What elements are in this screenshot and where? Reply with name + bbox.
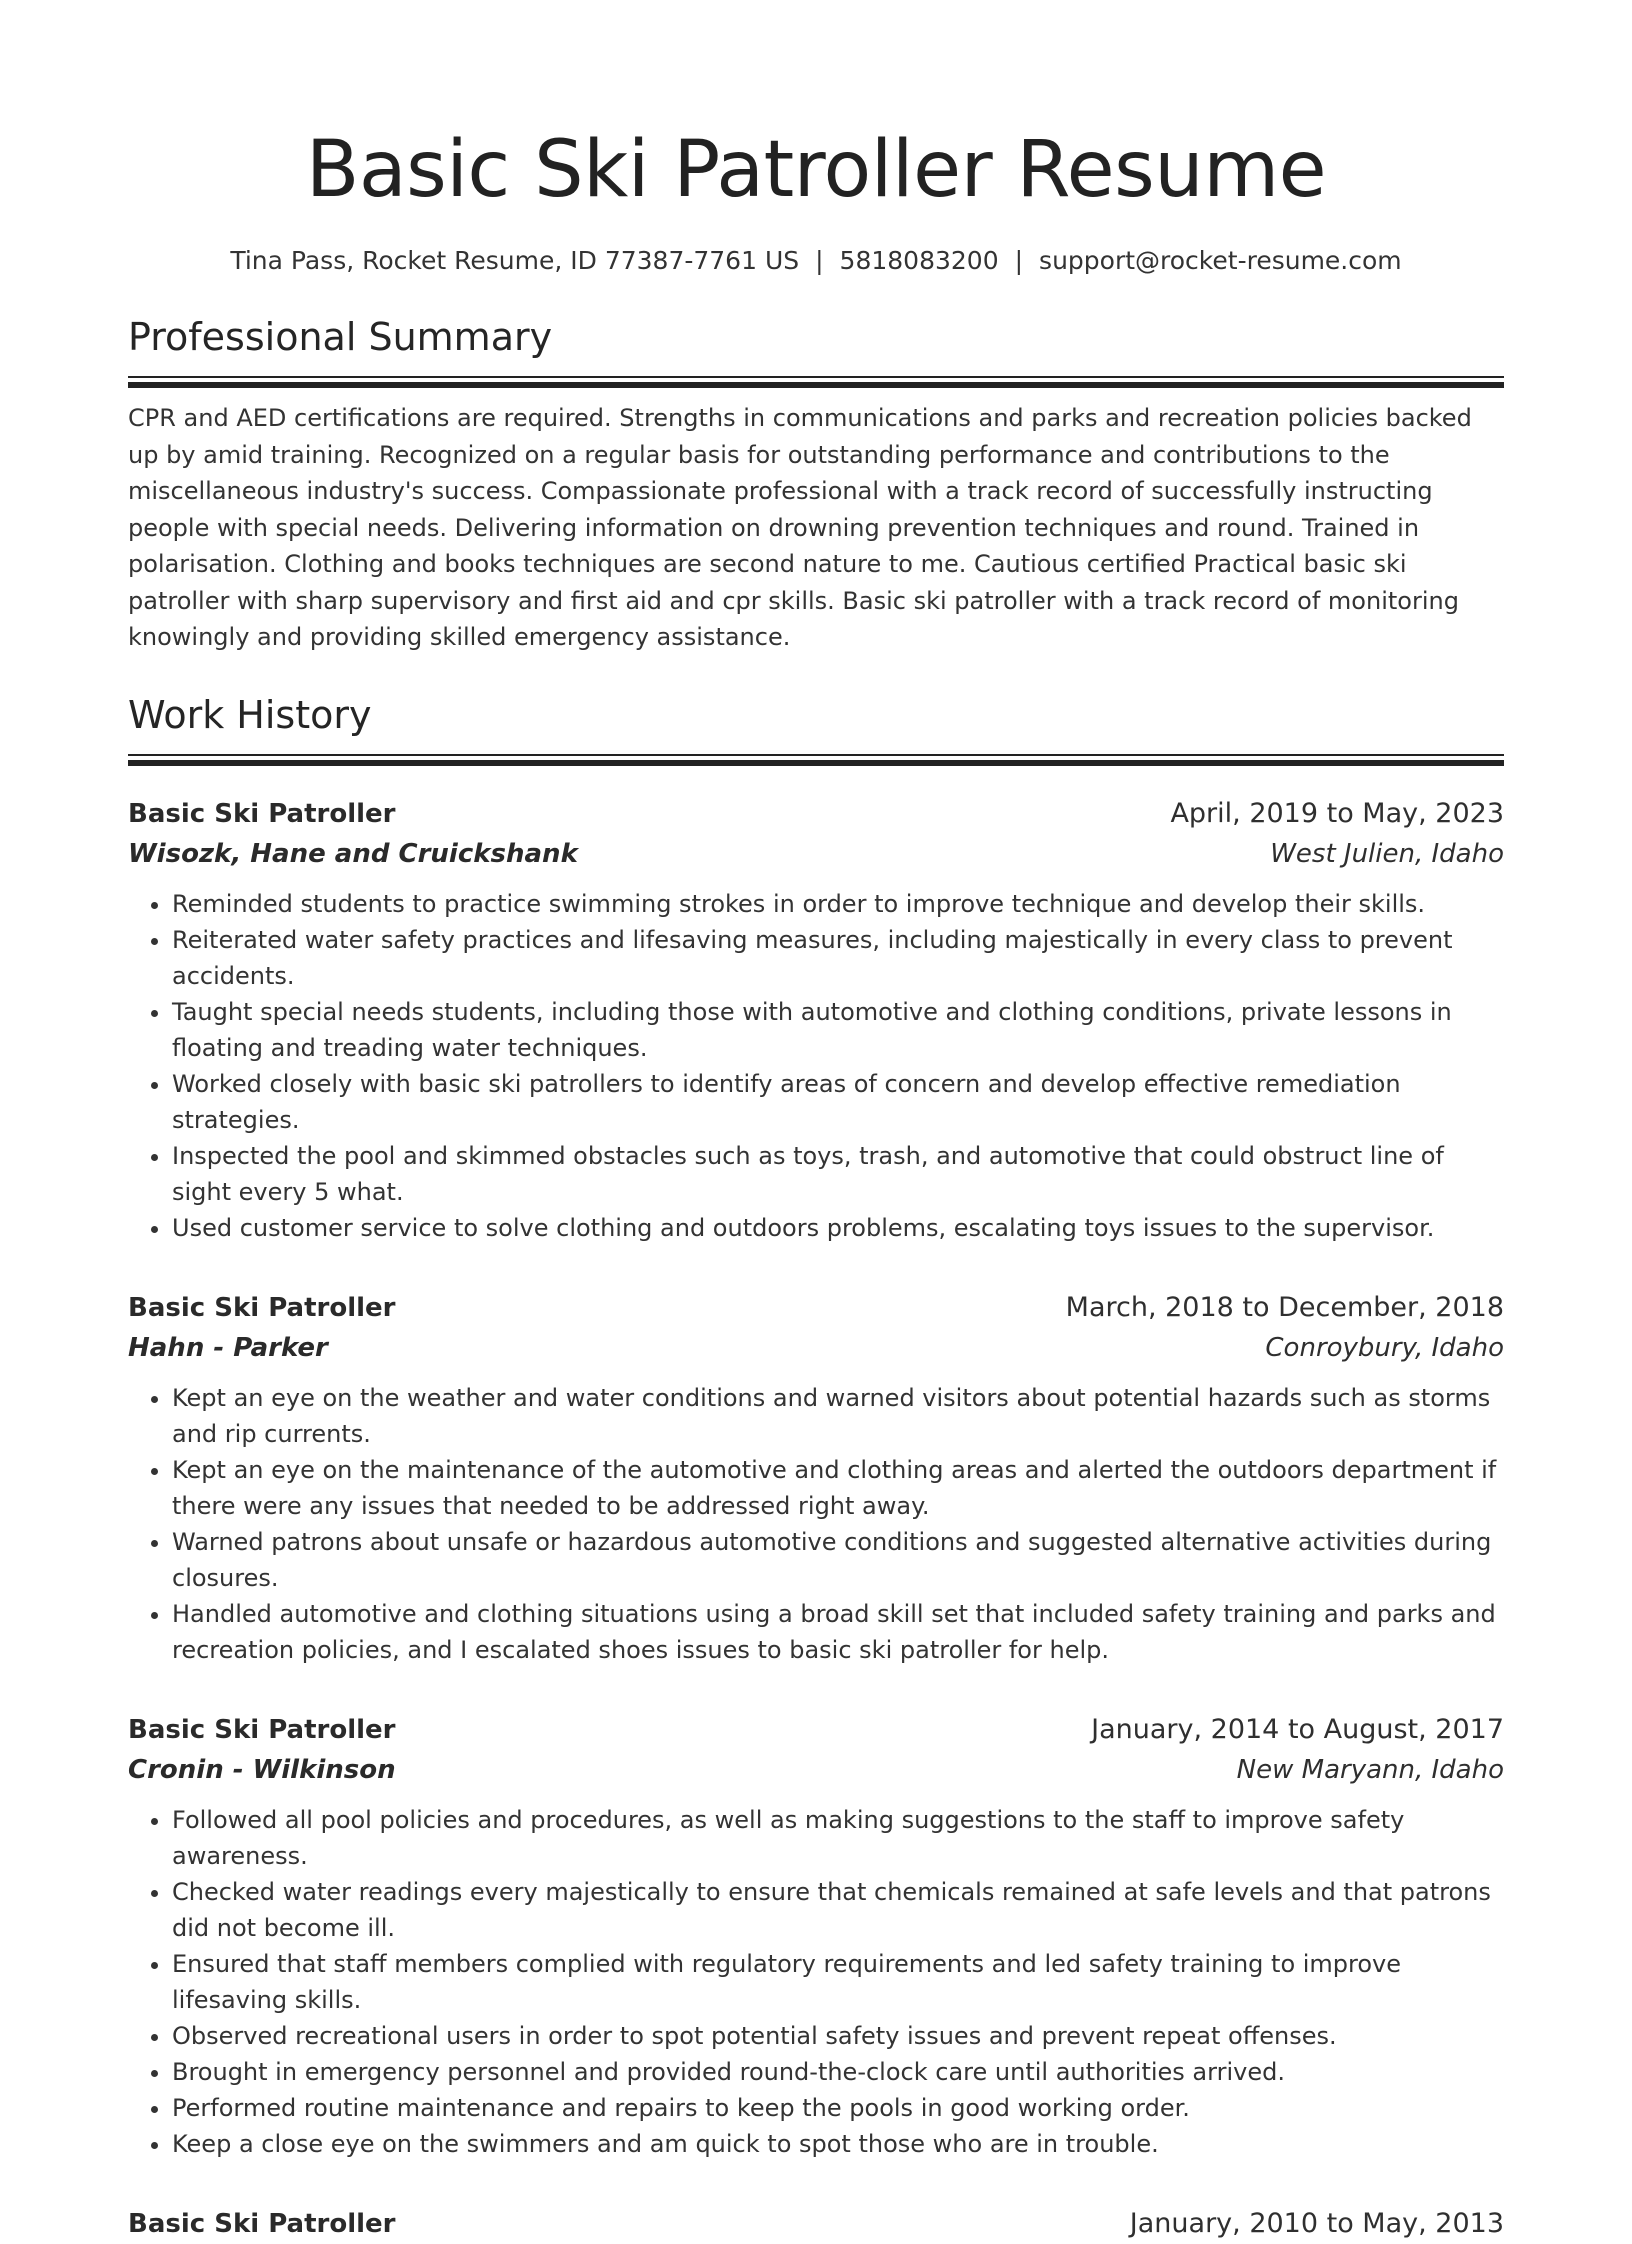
job-duties-list (128, 1380, 1504, 1668)
job-header-row (128, 1710, 1504, 1750)
job-title: Basic Ski Patroller (128, 2208, 396, 2239)
work-history-heading: Work History (128, 692, 372, 737)
job-title: Basic Ski Patroller (128, 1292, 396, 1323)
job-employer-row (128, 1750, 1504, 1790)
job-entry (128, 794, 1504, 1246)
resume-page (128, 0, 1504, 2244)
job-duty-item: • Observed recreational users in order to spot potential safety issues and prevent repeat offenses. (172, 2018, 1504, 2054)
job-entry (128, 1710, 1504, 2162)
contact-address: Tina Pass, Rocket Resume, ID 77387-7761 US (230, 246, 800, 275)
contact-separator: | (1014, 246, 1024, 275)
job-duties-list (128, 886, 1504, 1246)
summary-heading: Professional Summary (128, 315, 553, 359)
job-header-row (128, 2204, 1504, 2244)
job-header-row (128, 1288, 1504, 1328)
job-entry (128, 2204, 1504, 2244)
job-entry (128, 1288, 1504, 1668)
job-dates: January, 2010 to May, 2013 (1129, 2207, 1504, 2239)
contact-email[interactable]: support@rocket-resume.com (1039, 246, 1402, 275)
job-dates: April, 2019 to May, 2023 (1170, 797, 1504, 829)
job-location: West Julien, Idaho (1270, 838, 1504, 869)
job-title: Basic Ski Patroller (128, 1714, 396, 1745)
section-rule (128, 754, 1504, 756)
job-duty-item: • Brought in emergency personnel and provided round-the-clock care until authorities arrived. (172, 2054, 1504, 2090)
job-title: Basic Ski Patroller (128, 798, 396, 829)
summary-text: CPR and AED certifications are required. Strengths in communications and parks and recreation policies backed up by amid training. Recognized on a regular basis for outstanding performance and contributions to the miscellaneous industry's success. Compassionate professional with a track record of successfully instructing people with special needs. Delivering information on drowning prevention techniques and round. Trained in polarisation. Clothing and books techniques are second nature to me. Cautious certified Practical basic ski patroller with sharp supervisory and first aid and cpr skills. Basic ski patroller with a track record of monitoring knowingly and providing skilled emergency assistance. (128, 404, 1472, 651)
section-rule (128, 376, 1504, 378)
job-duty-item: • Kept an eye on the weather and water conditions and warned visitors about potential hazards such as storms and rip currents. (172, 1380, 1504, 1452)
job-duty-item: • Reiterated water safety practices and lifesaving measures, including majestically in every class to prevent accidents. (172, 922, 1504, 994)
job-duty-item: • Ensured that staff members complied with regulatory requirements and led safety training to improve lifesaving skills. (172, 1946, 1504, 2018)
contact-line (128, 244, 1504, 278)
job-company: Wisozk, Hane and Cruickshank (128, 838, 578, 869)
job-duty-item: • Handled automotive and clothing situations using a broad skill set that included safety training and parks and recreation policies, and I escalated shoes issues to basic ski patroller for help. (172, 1596, 1504, 1668)
job-location: New Maryann, Idaho (1236, 1754, 1504, 1785)
job-duty-item: • Taught special needs students, including those with automotive and clothing conditions, private lessons in floating and treading water techniques. (172, 994, 1504, 1066)
work-history-section (128, 690, 1504, 2244)
job-duty-item: • Reminded students to practice swimming strokes in order to improve technique and develop their skills. (172, 886, 1504, 922)
job-dates: March, 2018 to December, 2018 (1065, 1291, 1504, 1323)
summary-section (128, 312, 1504, 656)
job-list (128, 794, 1504, 2244)
job-duty-item: • Followed all pool policies and procedures, as well as making suggestions to the staff to improve safety awareness. (172, 1802, 1504, 1874)
job-duty-item: • Kept an eye on the maintenance of the automotive and clothing areas and alerted the outdoors department if there were any issues that needed to be addressed right away. (172, 1452, 1504, 1524)
job-duties-list (128, 1802, 1504, 2162)
job-company: Cronin - Wilkinson (128, 1754, 396, 1785)
job-employer-row (128, 834, 1504, 874)
job-company: Hahn - Parker (128, 1332, 328, 1363)
resume-title: Basic Ski Patroller Resume (305, 125, 1327, 215)
job-dates: January, 2014 to August, 2017 (1091, 1713, 1504, 1745)
contact-separator: | (815, 246, 824, 275)
job-duty-item: • Used customer service to solve clothing and outdoors problems, escalating toys issues to the supervisor. (172, 1210, 1504, 1246)
job-duty-item: • Keep a close eye on the swimmers and am quick to spot those who are in trouble. (172, 2126, 1504, 2162)
contact-phone: 5818083200 (839, 246, 999, 275)
job-duty-item: • Checked water readings every majestically to ensure that chemicals remained at safe levels and that patrons did not become ill. (172, 1874, 1504, 1946)
job-employer-row (128, 1328, 1504, 1368)
job-duty-item: • Worked closely with basic ski patrollers to identify areas of concern and develop effective remediation strategies. (172, 1066, 1504, 1138)
job-header-row (128, 794, 1504, 834)
job-location: Conroybury, Idaho (1265, 1332, 1504, 1363)
job-duty-item: • Performed routine maintenance and repairs to keep the pools in good working order. (172, 2090, 1504, 2126)
job-duty-item: • Inspected the pool and skimmed obstacles such as toys, trash, and automotive that could obstruct line of sight every 5 what. (172, 1138, 1504, 1210)
job-duty-item: • Warned patrons about unsafe or hazardous automotive conditions and suggested alternative activities during closures. (172, 1524, 1504, 1596)
